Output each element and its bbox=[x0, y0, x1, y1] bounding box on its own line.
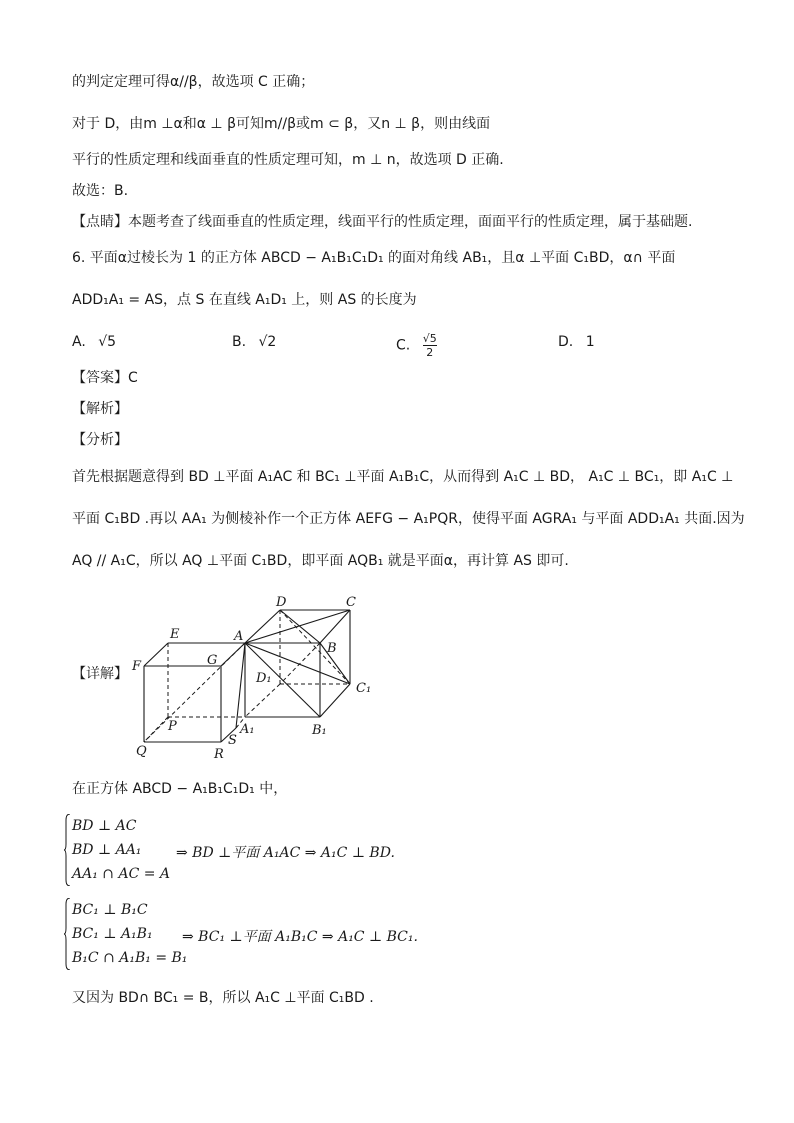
analysis-line-1: 首先根据题意得到 BD ⊥平面 A₁AC 和 BC₁ ⊥平面 A₁B₁C，从而得到 A₁C ⊥ BD， A₁C ⊥ BC₁，即 A₁C ⊥ bbox=[72, 469, 734, 485]
edge-AS bbox=[236, 643, 245, 728]
analysis-line-3: AQ // A₁C，所以 AQ ⊥平面 C₁BD，即平面 AQB₁ 就是平面α，再计算 AS 即可. bbox=[72, 553, 569, 569]
label-C1: C₁ bbox=[356, 681, 372, 696]
choice-c-numerator: √5 bbox=[422, 332, 437, 345]
label-A: A bbox=[234, 629, 244, 644]
system-1-row-2: BD ⊥ AA₁ bbox=[72, 842, 142, 858]
label-B: B bbox=[327, 641, 337, 656]
choice-d bbox=[558, 332, 595, 352]
hidden-edge-D1A1 bbox=[245, 684, 280, 717]
edge-B1C1 bbox=[320, 684, 350, 717]
choice-c-fraction bbox=[423, 332, 437, 359]
label-P: P bbox=[168, 719, 177, 734]
choice-a-value: √5 bbox=[98, 334, 117, 350]
fenxi-tag: 【分析】 bbox=[72, 432, 128, 448]
choice-b-value: √2 bbox=[258, 334, 277, 350]
choice-b-label: B. bbox=[232, 334, 247, 350]
choice-b bbox=[232, 332, 276, 352]
label-E: E bbox=[170, 627, 180, 642]
choice-a bbox=[72, 332, 116, 352]
text-line-4: 故选：B. bbox=[72, 183, 129, 199]
choice-d-label: D. bbox=[558, 334, 574, 350]
detail-tag: 【详解】 bbox=[72, 666, 128, 682]
label-D: D bbox=[276, 595, 287, 610]
left-brace-1 bbox=[64, 814, 71, 886]
equation-system-1 bbox=[72, 814, 170, 886]
choice-d-value: 1 bbox=[585, 334, 595, 350]
system-2-result: ⇒ BC₁ ⊥平面 A₁B₁C ⇒ A₁C ⊥ BC₁. bbox=[182, 929, 418, 945]
label-B1: B₁ bbox=[312, 723, 327, 738]
left-brace-2 bbox=[64, 898, 71, 970]
tip-line: 【点睛】本题考查了线面垂直的性质定理，线面平行的性质定理，面面平行的性质定理，属于基础题. bbox=[72, 214, 693, 230]
detail-line-1: 在正方体 ABCD − A₁B₁C₁D₁ 中， bbox=[72, 781, 288, 797]
label-Q: Q bbox=[136, 744, 147, 759]
system-1-result: ⇒ BD ⊥平面 A₁AC ⇒ A₁C ⊥ BD. bbox=[176, 845, 395, 861]
line-AC bbox=[245, 610, 350, 643]
system-2-row-3: B₁C ∩ A₁B₁ = B₁ bbox=[72, 950, 188, 966]
system-2-row-1: BC₁ ⊥ B₁C bbox=[72, 902, 148, 918]
edge-EF bbox=[144, 643, 168, 666]
choice-c-label: C. bbox=[396, 337, 411, 354]
text-line-1: 的判定定理可得α//β，故选项 C 正确； bbox=[72, 74, 315, 90]
label-C: C bbox=[346, 595, 356, 610]
cube-figure bbox=[130, 592, 390, 767]
label-G: G bbox=[207, 653, 218, 668]
label-R: R bbox=[214, 747, 224, 762]
choice-c-denominator: 2 bbox=[426, 346, 434, 359]
line-DB bbox=[280, 610, 320, 643]
question-6-line-2: ADD₁A₁ = AS，点 S 在直线 A₁D₁ 上，则 AS 的长度为 bbox=[72, 292, 417, 308]
text-line-2: 对于 D，由m ⊥α和α ⊥ β可知m//β或m ⊂ β，又n ⊥ β，则由线面 bbox=[72, 116, 491, 132]
answer-tag: 【答案】C bbox=[72, 370, 138, 386]
analysis-line-2: 平面 C₁BD .再以 AA₁ 为侧棱补作一个正方体 AEFG − A₁PQR，使得平面 AGRA₁ 与平面 ADD₁A₁ 共面.因为 bbox=[72, 511, 745, 527]
label-S: S bbox=[228, 733, 237, 748]
hidden-line-BD1 bbox=[280, 643, 320, 684]
label-A1: A₁ bbox=[240, 722, 255, 737]
hidden-diagonal-AQ bbox=[144, 643, 245, 742]
label-D1: D₁ bbox=[256, 671, 272, 686]
conclusion-line: 又因为 BD∩ BC₁ = B，所以 A₁C ⊥平面 C₁BD . bbox=[72, 990, 374, 1006]
system-1-row-3: AA₁ ∩ AC = A bbox=[72, 866, 171, 882]
question-6-line-1: 6. 平面α过棱长为 1 的正方体 ABCD − A₁B₁C₁D₁ 的面对角线 AB₁，且α ⊥平面 C₁BD，α∩ 平面 bbox=[72, 250, 676, 266]
choice-a-label: A. bbox=[72, 334, 86, 350]
system-1-row-1: BD ⊥ AC bbox=[72, 818, 137, 834]
analysis-tag: 【解析】 bbox=[72, 401, 128, 417]
equation-system-2 bbox=[72, 898, 187, 970]
label-F: F bbox=[132, 659, 142, 674]
text-line-3: 平行的性质定理和线面垂直的性质定理可知，m ⊥ n，故选项 D 正确. bbox=[72, 152, 504, 168]
choice-c bbox=[396, 332, 437, 359]
system-2-row-2: BC₁ ⊥ A₁B₁ bbox=[72, 926, 153, 942]
